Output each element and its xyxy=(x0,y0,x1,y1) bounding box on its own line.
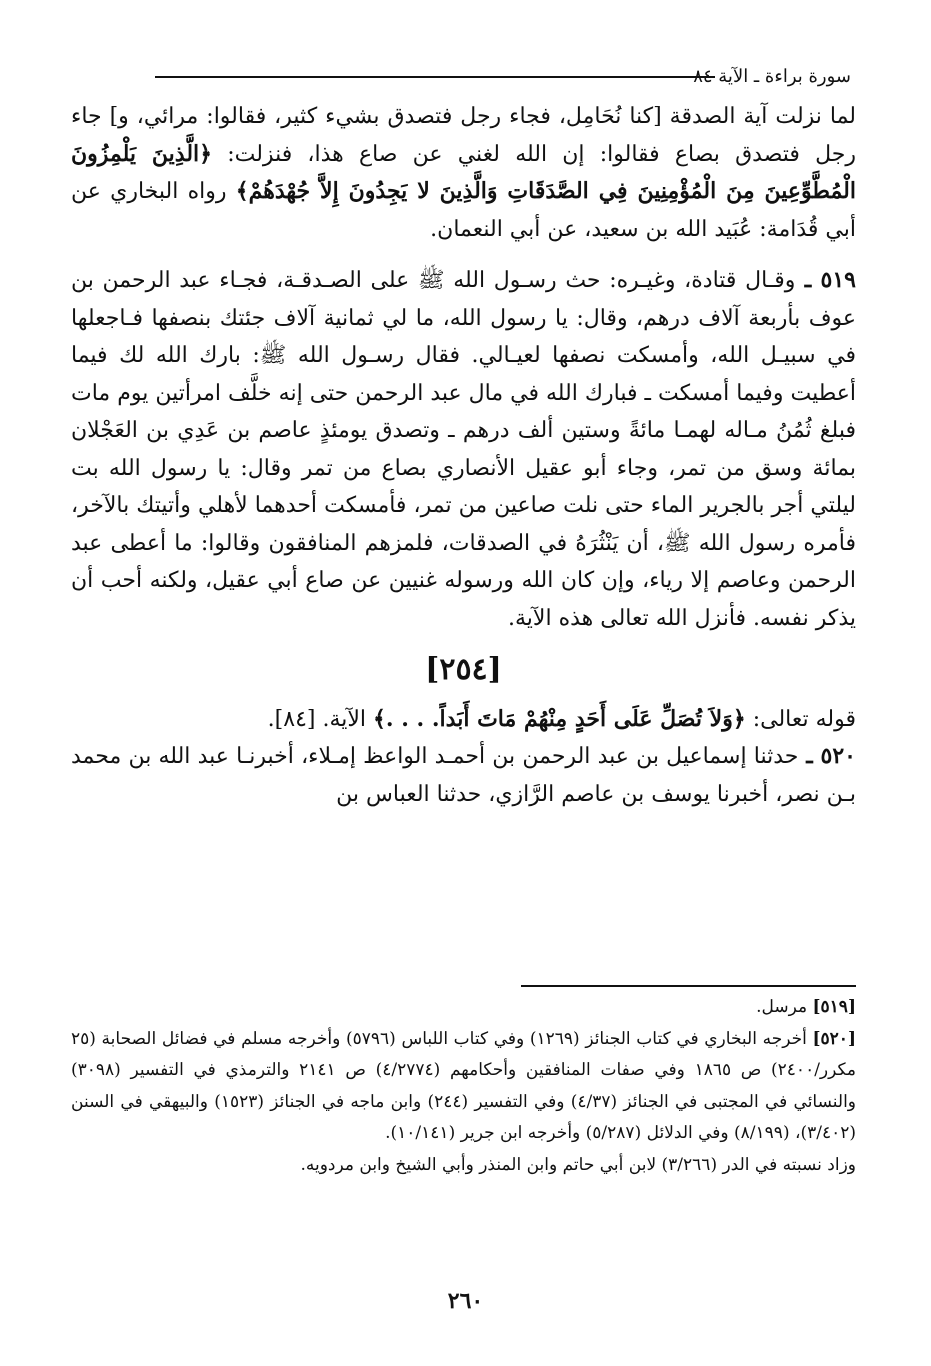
verse-paragraph xyxy=(71,701,856,739)
verse-prefix: قوله تعالى: xyxy=(745,706,856,732)
footnote-519 xyxy=(71,992,856,1024)
quran-quote-1: ﴿الَّذِينَ يَلْمِزُونَ الْمُطَّوِّعِينَ مِنَ الْمُؤْمِنِينَ فِي الصَّدَقَاتِ وَالَّذِينَ لا يَجِدُونَ إِلاَّ جُهْدَهُمْ﴾ xyxy=(71,140,856,204)
footnote-520 xyxy=(71,1024,856,1150)
paragraph-1-text: لما نزلت آية الصدقة [كنا نُحَامِل، فجاء رجل فتصدق بشيء كثير، فقالوا: مرائي، و] جاء رجل فتصدق بصاع فقالوا: إن الله لغني عن صاع هذا، فنزلت: xyxy=(71,104,856,167)
paragraph-519 xyxy=(71,262,856,637)
footnote-text-519: مرسل. xyxy=(756,997,813,1017)
header-rule xyxy=(155,76,715,78)
page-number: ٢٦٠ xyxy=(447,1288,484,1314)
verse-suffix: الآية. [٨٤]. xyxy=(267,706,374,732)
paragraph-1 xyxy=(71,98,856,248)
footnote-addition: وزاد نسبته في الدر (٣/٢٦٦) لابن أبي حاتم وابن المنذر وأبي الشيخ وابن مردويه. xyxy=(300,1154,856,1175)
paragraph-1-citation: رواه البخاري عن أبي قُدَامة: عُبَيد الله بن سعيد، عن أبي النعمان. xyxy=(71,179,856,242)
main-text xyxy=(71,98,856,813)
narration-number-520: ٥٢٠ ـ xyxy=(798,743,856,769)
footnotes xyxy=(71,992,856,1181)
footnote-rule xyxy=(521,985,856,987)
running-header: سورة براءة ـ الآية ٨٤ xyxy=(693,66,851,87)
narration-text-519: وقـال قتادة، وغيـره: حث رسـول الله ﷺ على الصـدقـة، فجـاء عبد الرحمن بن عوف بأربعة آلاف درهم، وقال: يا رسول الله، ما لي ثمانية آلاف جئتك بنصفها فـاجعلها في سبيـل الله، وأمسكت نصفها لعيـالي. فقال رسـول الله ﷺ: بارك الله لك فيما أعطيت وفيما أمسكت ـ فبارك الله في مال عبد الرحمن حتى إنه خلَّف امرأتين يوم مات فبلغ ثُمُنُ مـاله لهمـا مائةً وستين ألف درهم ـ وتصدق يومئذٍ عاصم بن عَدِي بن العَجْلان بمائة وسق من تمر، وجاء أبو عقيل الأنصاري بصاع من تمر وقال: يا رسول الله بت ليلتي أجر بالجرير الماء حتى نلت صاعين من تمر، فأمسكت أحدهما لأهلي وأتيتك بالآخر، فأمره رسول الله ﷺ، أن يَنْثُرَهُ في الصدقات، فلمزهم المنافقون وقالوا: ما أعطى عبد الرحمن وعاصم إلا رياء، وإن كان الله ورسوله غنيين عن صاع أبي عقيل، ولكنه أحب أن يذكر نفسه. فأنزل الله تعالى هذه الآية. xyxy=(71,268,856,631)
paragraph-520 xyxy=(71,738,856,813)
section-number: [٢٥٤] xyxy=(425,652,502,687)
narration-text-520: حدثنا إسماعيل بن عبد الرحمن بن أحمـد الواعظ إمـلاء، أخبرنـا عبد الله بن محمد بـن نصر، أخبرنا يوسف بن عاصم الرَّازي، حدثنا العباس بن xyxy=(71,744,856,807)
quran-quote-2: ﴿وَلاَ تُصَلِّ عَلَى أَحَدٍ مِنْهُمْ مَاتَ أَبَداً. . . .﴾ xyxy=(373,705,746,732)
footnote-label-520: [٥٢٠] xyxy=(812,1028,856,1049)
footnote-label-519: [٥١٩] xyxy=(812,997,856,1017)
footnote-text-520: أخرجه البخاري في كتاب الجنائز (١٢٦٩) وفي كتاب اللباس (٥٧٩٦) وأخرجه مسلم في فضائل الصحابة (٢٥ مكرر/٢٤٠٠) ص ١٨٦٥ وفي صفات المنافقين وأحكامهم (٤/٢٧٧٤) ص ٢١٤١ والترمذي في التفسير (٣٠٩٨) والنسائي في المجتبى في الجنائز (٤/٣٧) وفي التفسير (٢٤٤) وابن ماجه في الجنائز (١٥٢٣) والبيهقي في السنن (٣/٤٠٢)، (٨/١٩٩) وفي الدلائل (٥/٢٨٧) وأخرجه ابن جرير (١٠/١٤١). xyxy=(71,1028,857,1143)
narration-number-519: ٥١٩ ـ xyxy=(795,267,856,293)
